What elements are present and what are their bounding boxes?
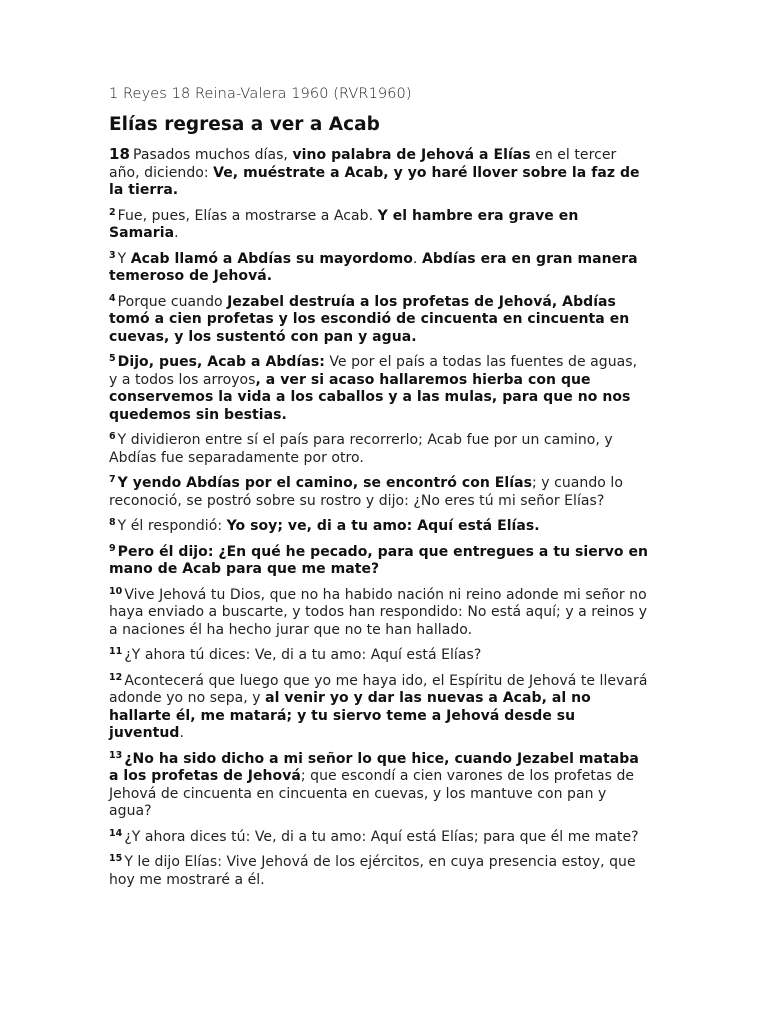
verse-text-bold: Y yendo Abdías por el camino, se encontró con Elías: [117, 475, 532, 491]
document-page: [109, 85, 649, 897]
verse-text: .: [179, 725, 184, 741]
verse-number: 8: [109, 517, 116, 528]
verse-2: [109, 208, 649, 243]
verse-text-bold: Abdías era en gran manera temeroso de Jehová.: [109, 250, 638, 284]
verse-text-bold: , a ver si acaso hallaremos hierba con que conservemos la vida a los caballos y a las mulas, para que no nos quedemos sin bestias.: [109, 371, 631, 423]
verse-10: [109, 587, 649, 640]
verse-number: 13: [109, 749, 123, 761]
verse-text-bold: Yo soy; ve, di a tu amo: Aquí está Elías.: [226, 518, 540, 534]
verse-text: ¿Y ahora dices tú: Ve, di a tu amo: Aquí está Elías; para que él me mate?: [124, 828, 639, 845]
verse-number: 3: [109, 249, 116, 261]
verse-text: ; y cuando lo reconoció, se postró sobre su rostro y dijo: ¿No eres tú mi señor Elías?: [109, 475, 623, 509]
verse-text-bold: Dijo, pues, Acab a Abdías:: [117, 354, 325, 370]
verse-text: Y él respondió:: [117, 518, 227, 534]
verse-8: [109, 518, 649, 536]
verse-13: [109, 751, 649, 821]
verse-text-bold: Ve, muéstrate a Acab, y yo haré llover sobre la faz de la tierra.: [109, 164, 640, 198]
section-heading: Elías regresa a ver a Acab: [109, 114, 380, 135]
verse-15: [109, 854, 649, 889]
verse-number: 15: [109, 853, 123, 864]
verse-number: 10: [109, 585, 123, 597]
verse-4: [109, 294, 649, 347]
verse-text: ¿Y ahora tú dices: Ve, di a tu amo: Aquí está Elías?: [124, 647, 482, 663]
verse-text-bold: Acab llamó a Abdías su mayordomo: [130, 250, 413, 267]
verse-text: Fue, pues, Elías a mostrarse a Acab.: [117, 207, 378, 224]
verse-3: [109, 251, 649, 286]
verse-text: .: [174, 225, 179, 241]
verse-number: 7: [109, 474, 116, 485]
passage-reference: 1 Reyes 18 Reina-Valera 1960 (RVR1960): [109, 86, 412, 102]
verse-text-bold: Pero él dijo: ¿En qué he pecado, para que entregues a tu siervo en mano de Acab para que me mate?: [109, 543, 649, 577]
verse-text-bold: al venir yo y dar las nuevas a Acab, al no hallarte él, me matará; y tu siervo teme a Jehová desde su juventud: [109, 690, 591, 741]
verse-text: Y dividieron entre sí el país para recorrerlo; Acab fue por un camino, y Abdías fue separadamente por otro.: [109, 432, 613, 466]
verse-number: 9: [109, 542, 116, 554]
verse-number: 14: [109, 827, 123, 839]
verse-text: Ve por el país a todas las fuentes de aguas, y a todos los arroyos: [109, 354, 638, 388]
verse-text-bold: Jezabel destruía a los profetas de Jehová, Abdías tomó a cien profetas y los escondió de cincuenta en cincuenta en cuevas, y los sustentó con pan y agua.: [109, 293, 630, 345]
verse-text: Y le dijo Elías: Vive Jehová de los ejércitos, en cuya presencia estoy, que hoy me mostraré a él.: [109, 854, 636, 888]
verse-14: [109, 829, 649, 847]
verse-text-bold: Y el hambre era grave en Samaria: [109, 207, 579, 241]
verse-text: Y: [117, 250, 131, 267]
verse-11: [109, 647, 649, 665]
verse-number: 2: [109, 206, 116, 218]
verse-number: 12: [109, 671, 123, 683]
verse-6: [109, 432, 649, 467]
verse-text: Acontecerá que luego que yo me haya ido, el Espíritu de Jehová te llevará adonde yo no sepa, y: [109, 672, 648, 706]
verse-9: [109, 544, 649, 579]
verse-number: 11: [109, 646, 123, 657]
verse-number: 5: [109, 353, 116, 364]
verse-text: Vive Jehová tu Dios, que no ha habido nación ni reino adonde mi señor no haya enviado a buscarte, y todos han respondido: No está aquí; y a reinos y a naciones él ha hecho jurar que no te han hallado.: [109, 586, 648, 638]
verse-18: [109, 146, 649, 200]
verse-list: [109, 146, 649, 889]
verse-text-bold: ¿No ha sido dicho a mi señor lo que hice, cuando Jezabel mataba a los profetas de Jehová: [109, 750, 639, 784]
verse-7: [109, 475, 649, 510]
chapter-number: 18: [109, 145, 130, 163]
verse-text: Pasados muchos días,: [132, 147, 293, 163]
verse-text: ; que escondí a cien varones de los profetas de Jehová de cincuenta en cincuenta en cuevas, y los mantuve con pan y agua?: [109, 768, 635, 819]
verse-text-bold: vino palabra de Jehová a Elías: [292, 147, 531, 163]
verse-text: Porque cuando: [117, 293, 228, 310]
verse-number: 4: [109, 292, 116, 304]
verse-text: .: [412, 250, 422, 267]
verse-12: [109, 673, 649, 743]
verse-5: [109, 354, 649, 424]
verse-number: 6: [109, 431, 116, 442]
verse-text: en el tercer año, diciendo:: [109, 147, 617, 181]
